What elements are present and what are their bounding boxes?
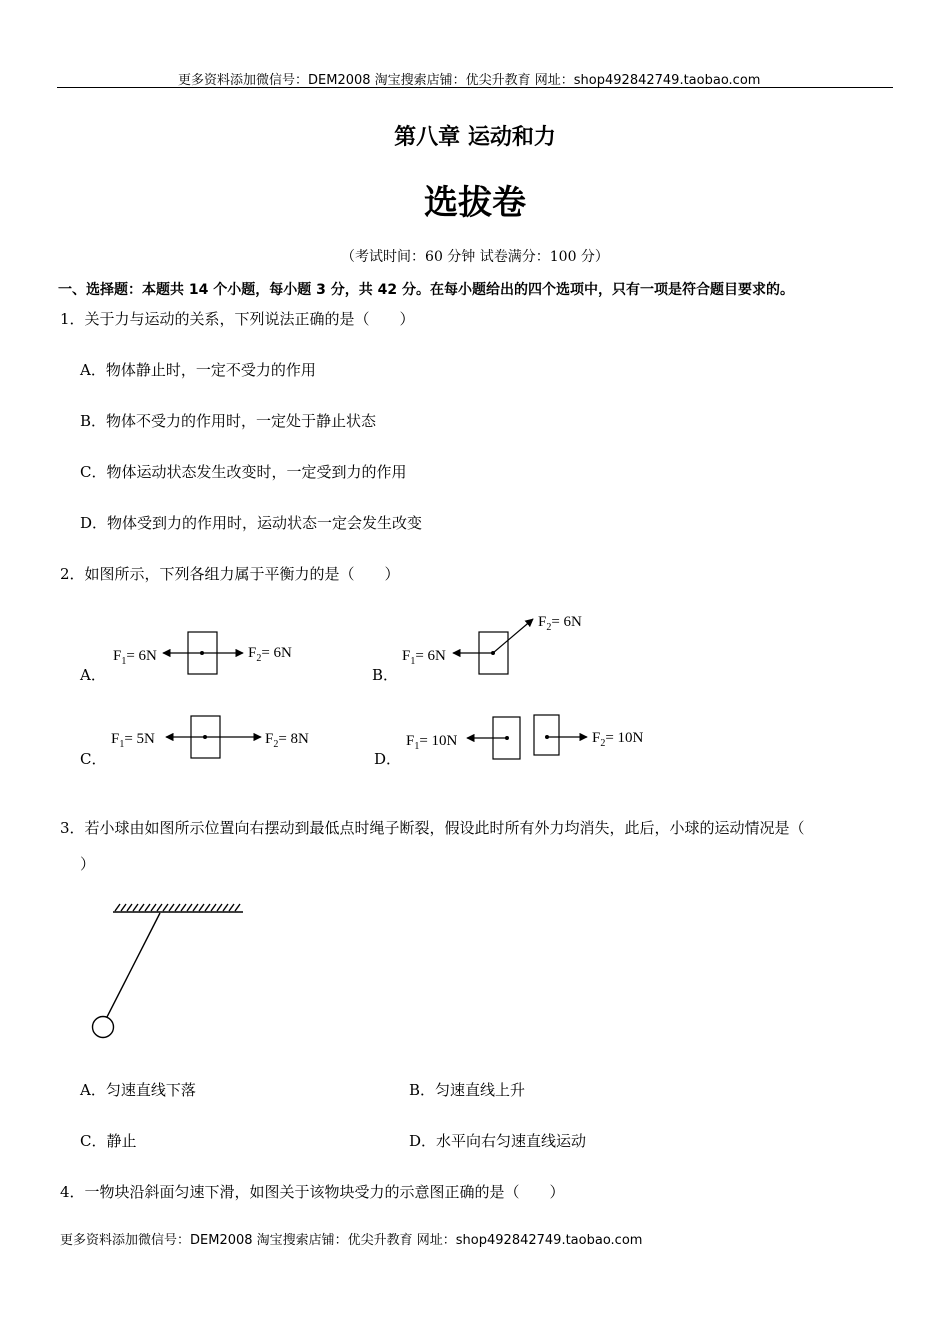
figD-f2-label: $F_2= 10N$ (592, 730, 644, 749)
question-1-stem: 1．关于力与运动的关系，下列说法正确的是（ ） (60, 310, 415, 328)
question-2-stem: 2．如图所示，下列各组力属于平衡力的是（ ） (60, 565, 400, 583)
q1-option-a: A．物体静止时，一定不受力的作用 (80, 361, 316, 379)
q3-option-c: C．静止 (80, 1132, 137, 1150)
q2-label-d: D． (374, 750, 402, 768)
question-4-stem: 4．一物块沿斜面匀速下滑，如图关于该物块受力的示意图正确的是（ ） (60, 1183, 565, 1201)
q1-option-c: C．物体运动状态发生改变时，一定受到力的作用 (80, 463, 407, 481)
chapter-title: 第八章 运动和力 (394, 125, 556, 150)
q2-figure-c (105, 710, 325, 770)
q2-figure-b (400, 610, 600, 685)
question-3-stem-end: ） (80, 855, 96, 873)
q2-figure-a (105, 625, 305, 685)
figD-f1-label: $F_1= 10N$ (406, 733, 458, 752)
header-rule (57, 87, 893, 88)
q2-figure-d (400, 710, 660, 770)
figB-f2-arrow (493, 619, 533, 653)
figA-f2-label: $F_2= 6N$ (248, 645, 292, 664)
figD-block-right (534, 715, 559, 755)
q3-option-a: A．匀速直线下落 (80, 1081, 196, 1099)
header-note: 更多资料添加微信号：DEM2008 淘宝搜索店铺：优尖升教育 网址：shop492842749.taobao.com (178, 73, 761, 88)
ball (93, 1017, 114, 1038)
question-3-stem: 3．若小球由如图所示位置向右摆动到最低点时绳子断裂，假设此时所有外力均消失，此后，小球的运动情况是（ (60, 819, 805, 837)
rope (107, 913, 160, 1017)
q2-label-b: B． (372, 666, 399, 684)
section-heading: 一、选择题：本题共 14 个小题，每小题 3 分，共 42 分。在每小题给出的四个选项中，只有一项是符合题目要求的。 (58, 282, 794, 298)
figC-f2-label: $F_2= 8N$ (265, 731, 309, 750)
q3-option-d: D．水平向右匀速直线运动 (409, 1132, 587, 1150)
q2-label-a: A． (80, 666, 106, 684)
q1-option-d: D．物体受到力的作用时，运动状态一定会发生改变 (80, 514, 423, 532)
figA-f1-label: $F_1= 6N$ (113, 648, 157, 667)
figB-f2-label: $F_2= 6N$ (538, 614, 582, 633)
page-title: 选拔卷 (424, 183, 526, 223)
figC-f1-label: $F_1= 5N$ (111, 731, 155, 750)
q3-option-b: B．匀速直线上升 (409, 1081, 526, 1099)
q1-option-b: B．物体不受力的作用时，一定处于静止状态 (80, 412, 377, 430)
ceiling-hatching (115, 904, 240, 911)
footer-note: 更多资料添加微信号：DEM2008 淘宝搜索店铺：优尖升教育 网址：shop492842749.taobao.com (60, 1233, 643, 1248)
pendulum-figure (85, 900, 250, 1045)
q2-label-c: C． (80, 750, 107, 768)
exam-meta: （考试时间：60 分钟 试卷满分：100 分） (341, 249, 609, 265)
figB-f1-label: $F_1= 6N$ (402, 648, 446, 667)
